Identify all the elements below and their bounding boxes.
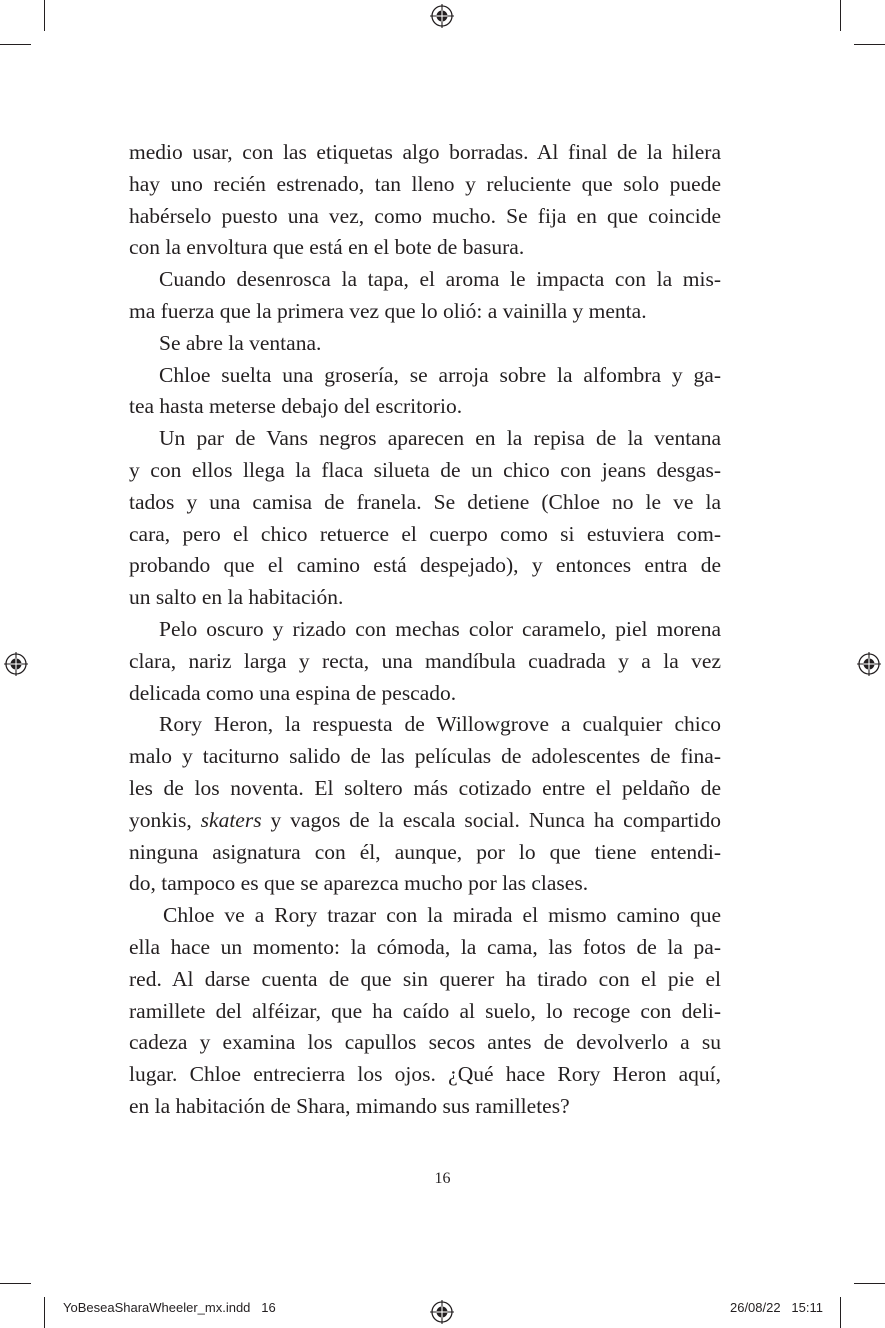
slug-file-name: YoBeseaSharaWheeler_mx.indd 16: [63, 1300, 276, 1315]
registration-mark-icon: [430, 4, 454, 28]
text-line: yonkis, skaters y vagos de la escala social. Nunca ha compartido: [129, 807, 722, 832]
text-line: red. Al darse cuenta de que sin querer ha tirado con el pie el: [129, 966, 721, 991]
crop-mark-top-left-horizontal: [0, 44, 31, 45]
text-line: tados y una camisa de franela. Se detiene (Chloe no le ve la: [129, 489, 721, 514]
text-line: un salto en la habitación.: [129, 585, 344, 610]
text-line: Chloe suelta una grosería, se arroja sobre la alfombra y ga-: [159, 362, 721, 387]
crop-mark-top-left-vertical: [44, 0, 45, 31]
text-line: les de los noventa. El soltero más cotizado entre el peldaño de: [129, 775, 721, 800]
text-line: clara, nariz larga y recta, una mandíbula cuadrada y a la vez: [129, 648, 721, 673]
crop-mark-bottom-left-horizontal: [0, 1283, 31, 1284]
registration-mark-icon: [430, 1300, 454, 1324]
text-line: lugar. Chloe entrecierra los ojos. ¿Qué hace Rory Heron aquí,: [129, 1062, 721, 1087]
text-line: Cuando desenrosca la tapa, el aroma le impacta con la mis-: [159, 267, 721, 292]
text-line: con la envoltura que está en el bote de basura.: [129, 235, 525, 260]
text-line: en la habitación de Shara, mimando sus ramilletes?: [129, 1093, 570, 1118]
text-line: cadeza y examina los capullos secos antes de devolverlo a su: [129, 1030, 721, 1055]
text-line: Chloe ve a Rory trazar con la mirada el mismo camino que: [163, 903, 721, 928]
text-line: ella hace un momento: la cómoda, la cama, las fotos de la pa-: [129, 934, 721, 959]
text-line: ma fuerza que la primera vez que lo olió: a vainilla y menta.: [129, 298, 647, 323]
text-line: tea hasta meterse debajo del escritorio.: [129, 394, 463, 419]
crop-mark-top-right-vertical: [840, 0, 841, 31]
text-line: hay uno recién estrenado, tan lleno y reluciente que solo puede: [129, 171, 721, 196]
text-line: malo y taciturno salido de las películas de adolescentes de fina-: [129, 744, 721, 769]
registration-mark-icon: [4, 652, 28, 676]
slug-date: 26/08/22 15:11: [729, 1300, 823, 1315]
crop-mark-bottom-right-horizontal: [854, 1283, 885, 1284]
text-line: do, tampoco es que se aparezca mucho por las clases.: [129, 871, 589, 896]
text-line: Se abre la ventana.: [159, 330, 322, 355]
text-line: Rory Heron, la respuesta de Willowgrove a cualquier chico: [159, 712, 721, 737]
text-line: habérselo puesto una vez, como mucho. Se fija en que coincide: [129, 203, 721, 228]
crop-mark-bottom-right-vertical: [840, 1297, 841, 1328]
text-line: ramillete del alféizar, que ha caído al suelo, lo recoge con deli-: [129, 998, 721, 1023]
crop-mark-top-right-horizontal: [854, 44, 885, 45]
text-line: Un par de Vans negros aparecen en la repisa de la ventana: [159, 426, 721, 451]
text-line: cara, pero el chico retuerce el cuerpo como si estuviera com-: [129, 521, 721, 546]
text-line: medio usar, con las etiquetas algo borradas. Al final de la hilera: [129, 140, 721, 164]
page-number: 16: [434, 1170, 451, 1187]
text-line: probando que el camino está despejado), y entonces entra de: [129, 553, 721, 578]
text-line: delicada como una espina de pescado.: [129, 680, 457, 705]
text-line: y con ellos llega la flaca silueta de un chico con jeans desgas-: [129, 457, 721, 482]
text-line: Pelo oscuro y rizado con mechas color caramelo, piel morena: [159, 616, 721, 641]
body-text: [129, 137, 721, 1123]
text-line: ninguna asignatura con él, aunque, por lo que tiene entendi-: [129, 839, 721, 864]
crop-mark-bottom-left-vertical: [44, 1297, 45, 1328]
registration-mark-icon: [857, 652, 881, 676]
